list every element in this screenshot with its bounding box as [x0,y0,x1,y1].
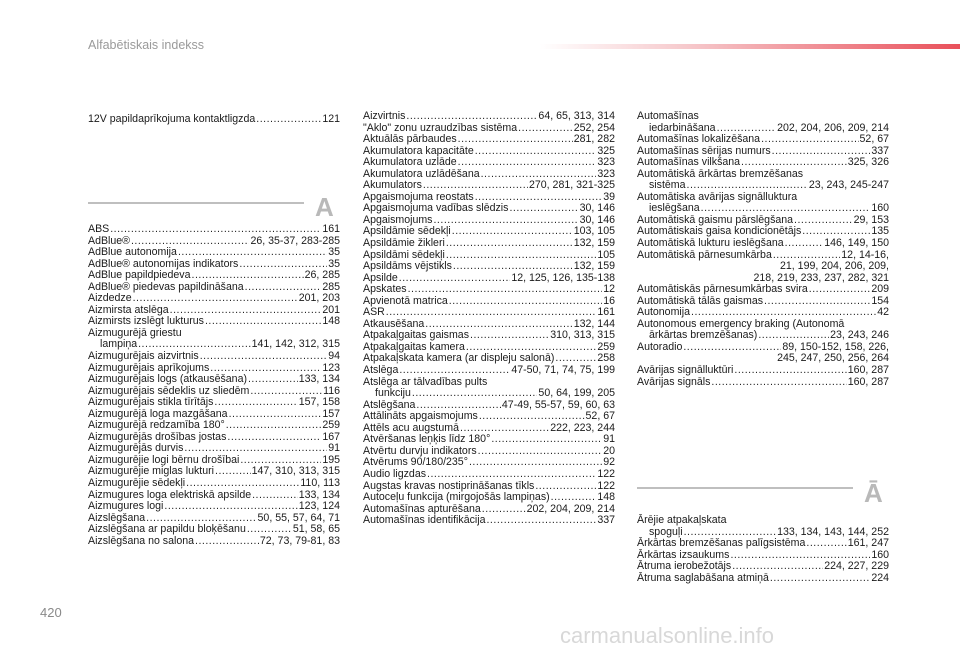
section-divider-a [88,202,304,204]
dot-leader [227,432,321,444]
index-term: AdBlue® autonomijas indikators [88,257,239,270]
index-term: Apsildāmie sēdekļi [363,225,451,238]
dot-leader [741,157,847,169]
index-term: Aizslēgšana ar papildu bloķēšanu [88,523,246,536]
index-term: AdBlue® piedevas papildināšana [88,280,244,293]
index-entry [363,388,615,400]
index-term: funkciju [375,387,411,400]
dot-leader [256,114,321,126]
index-term: spoguļi [649,525,683,538]
dot-leader [433,215,578,227]
index-entry [88,270,340,282]
index-page-refs: 161, 247 [847,537,889,550]
dot-leader [482,504,526,516]
index-term: Apsilde [363,271,398,284]
index-page-refs: 259 [322,419,340,432]
dot-leader [764,296,870,308]
dot-leader [192,270,304,282]
index-term: Aizmirsta atslēga [88,303,169,316]
index-page-refs: 224 [871,571,889,584]
index-entry [363,296,615,308]
index-page-refs: 94 [328,350,340,363]
index-term: Akumulatora uzlāde [363,156,457,169]
index-column-1-top [88,114,340,126]
index-term: Automātiskā tālās gaismas [637,294,764,307]
index-term: Akumulatora uzlādēšana [363,167,480,180]
index-page-refs: 110, 113 [300,477,340,490]
index-entry [363,111,615,123]
index-page-refs: 52, 67 [859,133,889,146]
index-page-refs: 337 [597,514,615,527]
dot-leader [186,478,299,490]
index-column-2 [363,111,615,527]
index-entry-continuation: Automašīnas [637,110,699,122]
index-page-refs: 147, 310, 313, 315 [251,465,340,478]
dot-leader [486,515,596,527]
index-term: Autonomija [637,306,690,319]
index-page-refs: 121 [322,113,340,125]
index-term: Aizmugures logi [88,500,164,513]
index-term: Akumulatora kapacitāte [363,144,474,157]
index-term: Automašīnas apturēšana [363,502,481,515]
dot-leader [449,296,602,308]
index-term: Aktuālās pārbaudes [363,133,457,146]
dot-leader [406,111,537,123]
index-page-refs: 201, 203 [298,292,340,305]
index-term: Aizmugurējie sēdekļi [88,477,186,490]
index-page-refs: 161 [322,223,340,235]
index-term: Attēls acu augstumā [363,421,459,434]
dot-leader [478,446,603,458]
dot-leader [178,247,327,259]
index-entry [88,247,340,259]
index-page-refs: 310, 313, 315 [550,329,615,342]
dot-leader [215,466,251,478]
index-term: Atslēgšana [363,398,416,411]
dot-leader [711,377,846,389]
index-term: Avārijas signālluktūri [637,364,734,377]
index-term: Automašīnas vilkšana [637,156,741,169]
index-term: Atpakaļskata kamera (ar displeju salonā) [363,352,555,365]
dot-leader [732,561,823,573]
index-term: Aizmugures loga elektriskā apsilde [88,488,252,501]
index-entry-continuation: Autonomous emergency braking (Autonomā [637,317,845,330]
index-page-refs: 133, 134 [298,373,340,386]
index-term: Aizmugurējās durvis [88,442,184,455]
dot-leader [226,420,322,432]
index-page-refs: 202, 204, 206, 209, 214 [777,121,889,134]
index-term: Akumulators [363,179,422,192]
index-page-refs: 160, 287 [847,364,889,377]
index-page-refs: 132, 144 [573,317,615,330]
index-page-refs: 270, 281, 321-325 [528,179,615,192]
index-term: Aizvirtnis [363,110,406,122]
index-term: Apgaismojuma vadības slēdzis [363,202,509,215]
index-term: Aizmugurējie logi bērnu drošībai [88,453,240,466]
index-term: AdBlue autonomija [88,246,177,259]
index-page-refs: 39 [603,190,615,203]
index-page-refs: 12, 125, 126, 135-138 [511,271,615,284]
page-header-title: Alfabētiskais indekss [88,38,205,52]
dot-leader [475,146,597,158]
dot-leader [809,284,871,296]
index-page-refs: 16 [603,294,615,307]
index-page-refs: 103, 105 [573,225,615,238]
dot-leader [458,134,573,146]
index-page-refs: 258 [597,352,615,365]
index-page-refs: 123 [322,361,340,374]
dot-leader [205,316,321,328]
index-term: Apsildāmie žikleri [363,237,445,250]
dot-leader [229,409,322,421]
index-term: Aizmugurējais aizvirtnis [88,350,199,363]
index-page-refs: 12 [603,283,615,296]
index-column-3-bottom [637,515,889,584]
index-page-refs: 29, 153 [853,213,889,226]
index-term: Avārijas signāls [637,375,711,388]
index-page-refs: 132, 159 [573,260,615,273]
dot-leader [200,351,328,363]
index-entry [637,365,889,377]
index-page-refs: 160 [871,202,889,215]
dot-leader [761,134,858,146]
index-page-refs: 161 [597,306,615,319]
dot-leader [770,573,870,585]
index-page-refs: 35 [328,246,340,259]
index-entry [637,573,889,585]
index-term: Aizslēgšana no salona [88,534,195,547]
dot-leader [446,238,573,250]
dot-leader [785,238,824,250]
index-term: Aizmugurējais logs (atkausēšana) [88,373,247,386]
index-page-refs: 132, 159 [573,237,615,250]
index-page-refs: 35 [328,257,340,270]
index-page-refs: 337 [871,144,889,157]
index-term: Attālināts apgaismojums [363,410,478,423]
index-term: Apgaismojums [363,213,433,226]
index-entry [88,501,340,513]
index-entry [88,536,340,548]
index-page-refs: 135 [871,225,889,238]
dot-leader [518,123,573,135]
index-term: Aizmugurējā loga mazgāšana [88,407,228,420]
watermark: carmanualsonline.info [560,623,775,648]
index-page-refs: 195 [322,453,340,466]
index-page-refs: 30, 146 [579,213,615,226]
index-term: Aizmugurējais sēdeklis uz sliedēm [88,384,250,397]
dot-leader [509,203,578,215]
index-page-refs: 157 [322,407,340,420]
index-entry [637,157,889,169]
index-page-refs: 20 [603,444,615,457]
dot-leader [453,261,573,273]
index-term: Aizslēgšana [88,511,146,524]
index-page-refs: 50, 55, 57, 64, 71 [257,511,340,524]
index-term: Aizmirsts izslēgt lukturus [88,315,204,328]
dot-leader [195,536,259,548]
index-term: Aizmugurējā redzamība 180° [88,419,225,432]
index-entry [637,238,889,250]
section-letter-a: A [315,192,334,222]
index-page-refs: 160 [871,548,889,561]
dot-leader [794,215,853,227]
index-term: ASR [363,306,385,319]
index-term: Atslēga [363,364,399,377]
index-term: Automātiskā pārnesumkārba [637,248,772,261]
index-entry [88,224,340,236]
index-term: Automātiskā lukturu ieslēgšana [637,237,784,250]
index-term: Automašīnas sērijas numurs [637,144,771,157]
index-term: Ārkārtas bremzēšanas palīgsistēma [637,537,806,550]
index-term: ārkārtas bremzēšanas) [649,329,758,342]
index-entry [88,478,340,490]
dot-leader [164,501,297,513]
index-entry [363,157,615,169]
index-entry-continuation: Automātiska avārijas signālluktura [637,190,798,203]
index-term: Atvēršanas leņķis līdz 180° [363,433,491,446]
index-term: Atpakaļgaitas gaismas [363,329,469,342]
index-page-refs: 141, 142, 312, 315 [251,338,340,351]
index-page-refs: 72, 73, 79-81, 83 [259,534,340,547]
index-page-refs: 222, 223, 244 [550,421,615,434]
dot-leader [458,157,597,169]
index-page-refs: 202, 204, 209, 214 [526,502,615,515]
index-entry [637,134,889,146]
index-term: Automātiskās pārnesumkārbas svira [637,283,808,296]
dot-leader [399,273,511,285]
index-page-refs: 12, 14-16, [841,248,889,261]
index-page-refs: 64, 65, 313, 314 [538,110,615,122]
index-page-refs: 105 [597,248,615,261]
index-page-refs: 23, 243, 246 [830,329,889,342]
index-page-refs: 209 [871,283,889,296]
index-entry [88,351,340,363]
index-page-refs: 52, 67 [585,410,615,423]
index-term: Apvienotā matrica [363,294,448,307]
index-page-refs: 285 [322,280,340,293]
index-page-refs: 26, 285 [304,269,340,282]
index-page-refs: 91 [603,433,615,446]
index-entry [363,134,615,146]
dot-leader [551,492,597,504]
index-page-refs: 89, 150-152, 158, 226, [782,340,889,353]
dot-leader [252,490,298,502]
index-entry [637,377,889,389]
section-letter-a-macron: Ā [864,478,883,508]
index-entry [363,492,615,504]
page-number: 420 [40,605,62,620]
index-page-refs: 51, 58, 65 [292,523,340,536]
index-term: Autoradio [637,340,683,353]
index-page-refs: 26, 35-37, 283-285 [250,234,340,247]
index-page-refs: 47-49, 55-57, 59, 60, 63 [501,398,615,411]
index-term: Automašīnas identifikācija [363,514,486,527]
index-page-refs: 91 [328,442,340,455]
index-term: Apskates [363,283,407,296]
index-page-refs: 252, 254 [573,121,615,134]
index-term: Aizdedze [88,292,132,305]
index-page-refs: 167 [322,430,340,443]
index-term: iedarbināšana [649,121,716,134]
dot-leader [412,388,538,400]
header-accent-bar [540,44,960,49]
index-page-refs: 116 [323,384,340,397]
index-entry [363,365,615,377]
index-page-refs: 123, 124 [298,500,340,513]
index-entry-continuation: 21, 199, 204, 206, 209, [780,260,889,273]
index-term: Audio ligzdas [363,467,427,480]
index-entry [88,374,340,386]
dot-leader [470,330,549,342]
index-page-refs: 224, 227, 229 [824,560,889,573]
index-entry [637,538,889,550]
dot-leader [399,365,510,377]
dot-leader [452,226,573,238]
index-term: Atpakaļgaitas kamera [363,340,465,353]
index-page-refs: 201 [322,303,340,316]
index-entry [88,114,340,126]
index-term: Apgaismojuma reostats [363,190,474,203]
index-term: Atvērtu durvju indikators [363,444,477,457]
index-page-refs: 323 [597,156,615,169]
index-term: Apsildāmi sēdekļi [363,248,445,261]
index-entry [363,469,615,481]
index-term: Aizmugurējie miglas lukturi [88,465,214,478]
index-term: Automašīnas lokalizēšana [637,133,761,146]
index-page-refs: 148 [597,491,615,504]
index-column-1 [88,224,340,547]
index-page-refs: 148 [322,315,340,328]
index-page-refs: 160, 287 [847,375,889,388]
index-term: Ātruma saglabāšana atmiņā [637,571,769,584]
index-term: Aizmugurējās drošības jostas [88,430,227,443]
index-page-refs: 154 [871,294,889,307]
index-page-refs: 30, 146 [579,202,615,215]
index-entry [363,261,615,273]
dot-leader [491,434,602,446]
index-term: Aizmugurējais stikla tīrītājs [88,396,214,409]
dot-leader [110,224,321,236]
index-term: ABS [88,223,110,235]
dot-leader [683,342,781,354]
index-term: Automātiskā gaismu pārslēgšana [637,213,794,226]
index-term: lampiņa [100,338,138,351]
index-page-refs: 133, 134 [298,488,340,501]
index-entry-continuation: Aizmugurējā griestu [88,326,182,339]
index-page-refs: 42 [877,306,889,319]
index-entry [637,561,889,573]
index-page-refs: 122 [597,479,615,492]
index-term: Ātruma ierobežotājs [637,560,732,573]
index-term: Apsildāms vējstikls [363,260,452,273]
index-term: ieslēgšana [649,202,700,215]
index-term: AdBlue papildpiedeva [88,269,191,282]
index-page-refs: 133, 134, 143, 144, 252 [777,525,889,538]
index-term: Atvērums 90/180/235° [363,456,468,469]
dot-leader [427,469,596,481]
index-page-refs: 50, 64, 199, 205 [538,387,615,400]
index-page-refs: 323 [597,167,615,180]
index-term: AdBlue® [88,234,130,247]
index-page-refs: 47-50, 71, 74, 75, 199 [511,364,615,377]
index-term: Augstas kravas nostiprināšanas tīkls [363,479,535,492]
index-column-3 [637,111,889,388]
index-entry [363,515,615,527]
index-term: "Aklo" zonu uzraudzības sistēma [363,121,518,134]
index-page-refs: 122 [597,467,615,480]
index-term: Atkausēšana [363,317,425,330]
index-page-refs: 259 [597,340,615,353]
index-entry-continuation: 245, 247, 250, 256, 264 [777,352,889,365]
section-divider-a-macron [637,487,853,489]
index-term: 12V papildaprīkojuma kontaktligzda [88,113,256,125]
index-term: Aizmugurējais aprīkojums [88,361,210,374]
index-entry-continuation: Ārējie atpakaļskata [637,514,727,526]
dot-leader [734,365,846,377]
index-entry [363,238,615,250]
index-page-refs: 281, 282 [573,133,615,146]
index-page-refs: 325 [597,144,615,157]
index-entry-continuation: Automātiskā ārkārtas bremzēšanas [637,167,804,180]
index-term: sistēma [649,179,686,192]
index-page-refs: 325, 326 [847,156,889,169]
index-page-refs: 146, 149, 150 [824,237,889,250]
index-entry-continuation: Atslēga ar tālvadības pults [363,375,488,388]
index-entry-continuation: 218, 219, 233, 237, 282, 321 [753,271,889,284]
index-page-refs: 23, 243, 245-247 [808,179,889,192]
index-term: Autoceļu funkcija (mirgojošās lampiņas) [363,491,550,504]
dot-leader [469,457,602,469]
index-page-refs: 92 [603,456,615,469]
index-term: Automātiskais gaisa kondicionētājs [637,225,802,238]
dot-leader [248,374,298,386]
dot-leader [806,538,846,550]
index-term: Ārkārtas izsaukums [637,548,730,561]
index-page-refs: 157, 158 [298,396,340,409]
